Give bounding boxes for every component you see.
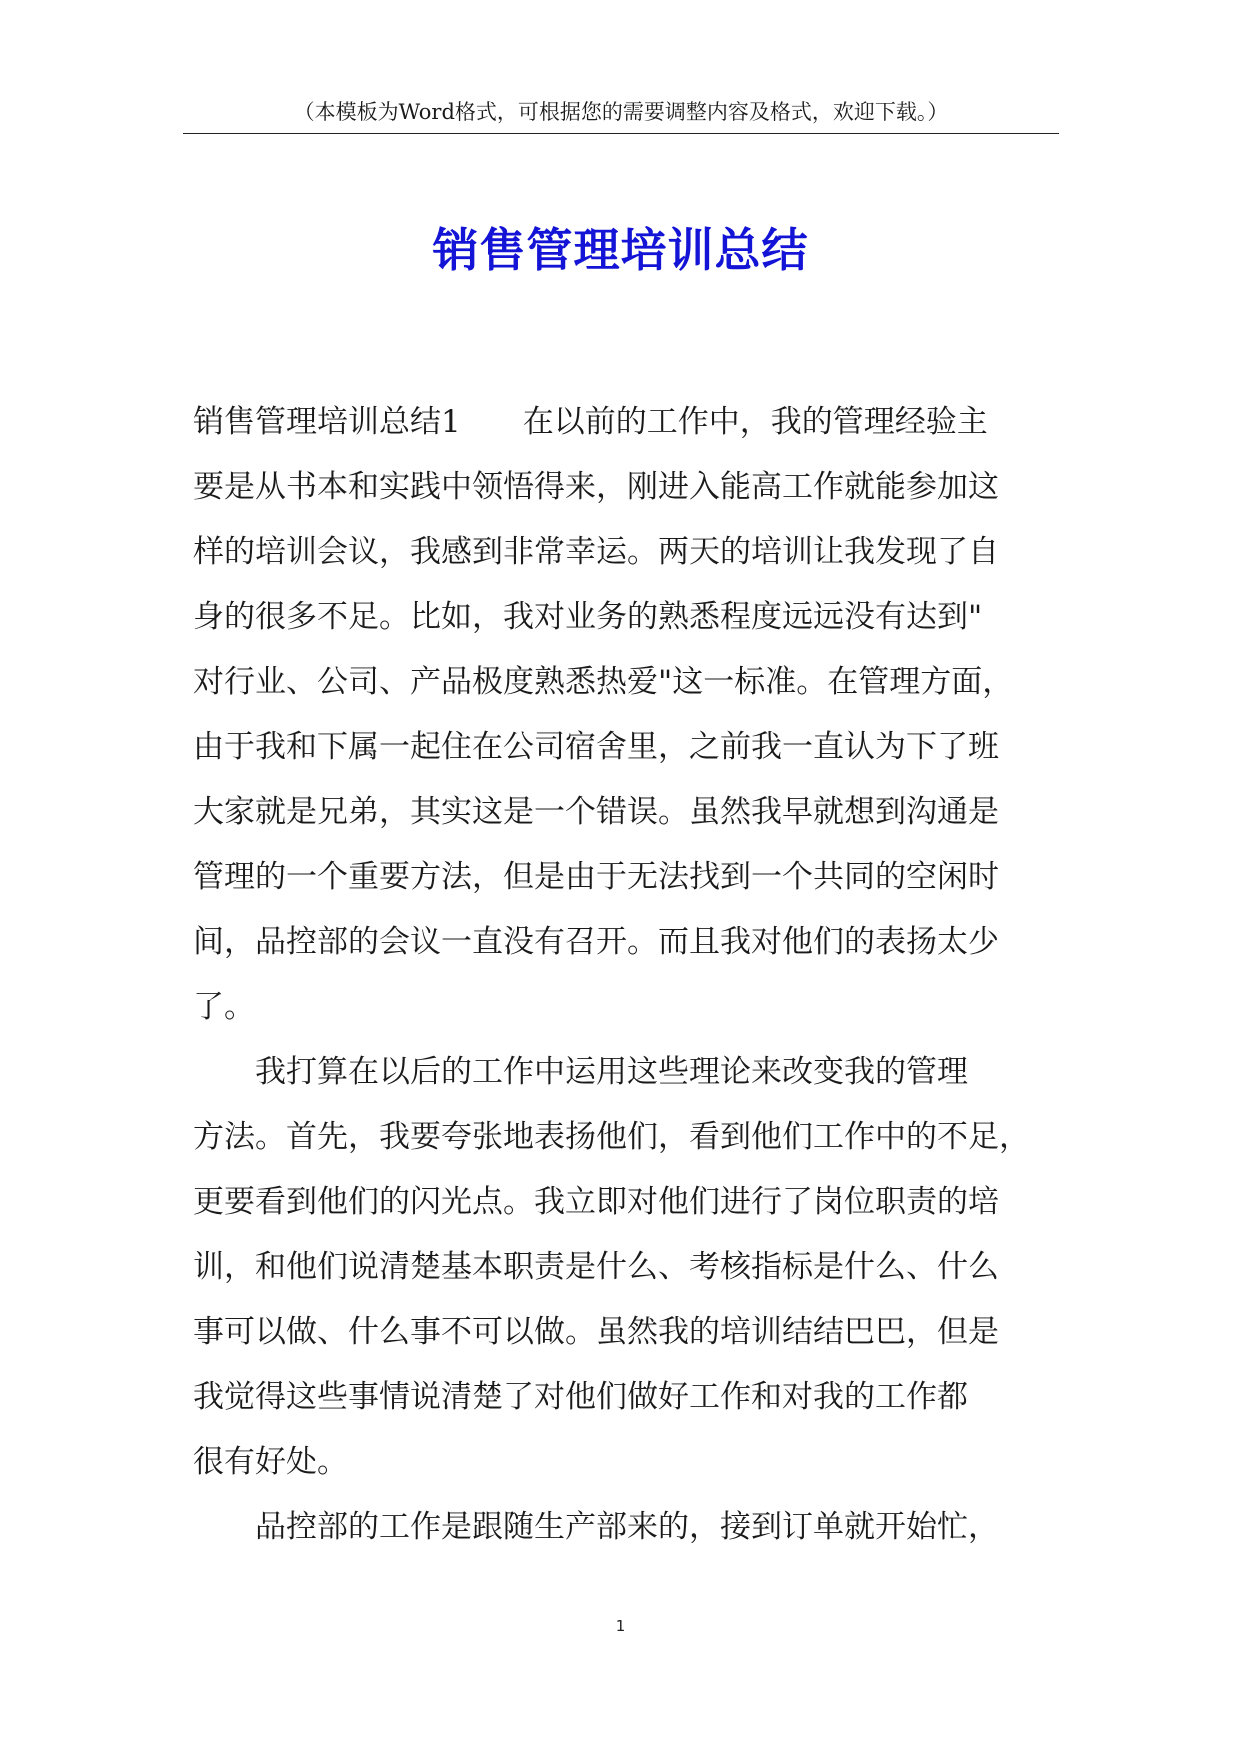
body-line: 我觉得这些事情说清楚了对他们做好工作和对我的工作都 [193, 1379, 968, 1415]
body-line: 训，和他们说清楚基本职责是什么、考核指标是什么、什么 [193, 1249, 999, 1285]
body-line: 销售管理培训总结1 在以前的工作中，我的管理经验主 [193, 404, 988, 440]
template-note: （本模板为Word格式，可根据您的需要调整内容及格式，欢迎下载。） [293, 100, 949, 124]
header-divider [183, 133, 1059, 134]
body-line: 管理的一个重要方法，但是由于无法找到一个共同的空闲时 [193, 859, 999, 895]
body-line: 大家就是兄弟，其实这是一个错误。虽然我早就想到沟通是 [193, 794, 999, 830]
body-line: 样的培训会议，我感到非常幸运。两天的培训让我发现了自 [193, 534, 999, 570]
body-line: 更要看到他们的闪光点。我立即对他们进行了岗位职责的培 [193, 1184, 999, 1220]
body-line: 方法。首先，我要夸张地表扬他们，看到他们工作中的不足， [193, 1119, 1030, 1155]
body-line: 对行业、公司、产品极度熟悉热爱"这一标准。在管理方面， [193, 664, 1014, 700]
body-line: 身的很多不足。比如，我对业务的熟悉程度远远没有达到" [193, 599, 983, 635]
body-line: 要是从书本和实践中领悟得来，刚进入能高工作就能参加这 [193, 469, 999, 505]
body-line: 间，品控部的会议一直没有召开。而且我对他们的表扬太少 [193, 924, 999, 960]
body-line: 品控部的工作是跟随生产部来的，接到订单就开始忙， [193, 1509, 999, 1545]
body-line: 我打算在以后的工作中运用这些理论来改变我的管理 [193, 1054, 968, 1090]
body-line: 事可以做、什么事不可以做。虽然我的培训结结巴巴，但是 [193, 1314, 999, 1350]
document-title: 销售管理培训总结 [432, 223, 809, 277]
body-line: 由于我和下属一起住在公司宿舍里，之前我一直认为下了班 [193, 729, 999, 765]
body-line: 了。 [193, 989, 255, 1025]
page-number: 1 [615, 1617, 626, 1635]
body-line: 很有好处。 [193, 1444, 348, 1480]
